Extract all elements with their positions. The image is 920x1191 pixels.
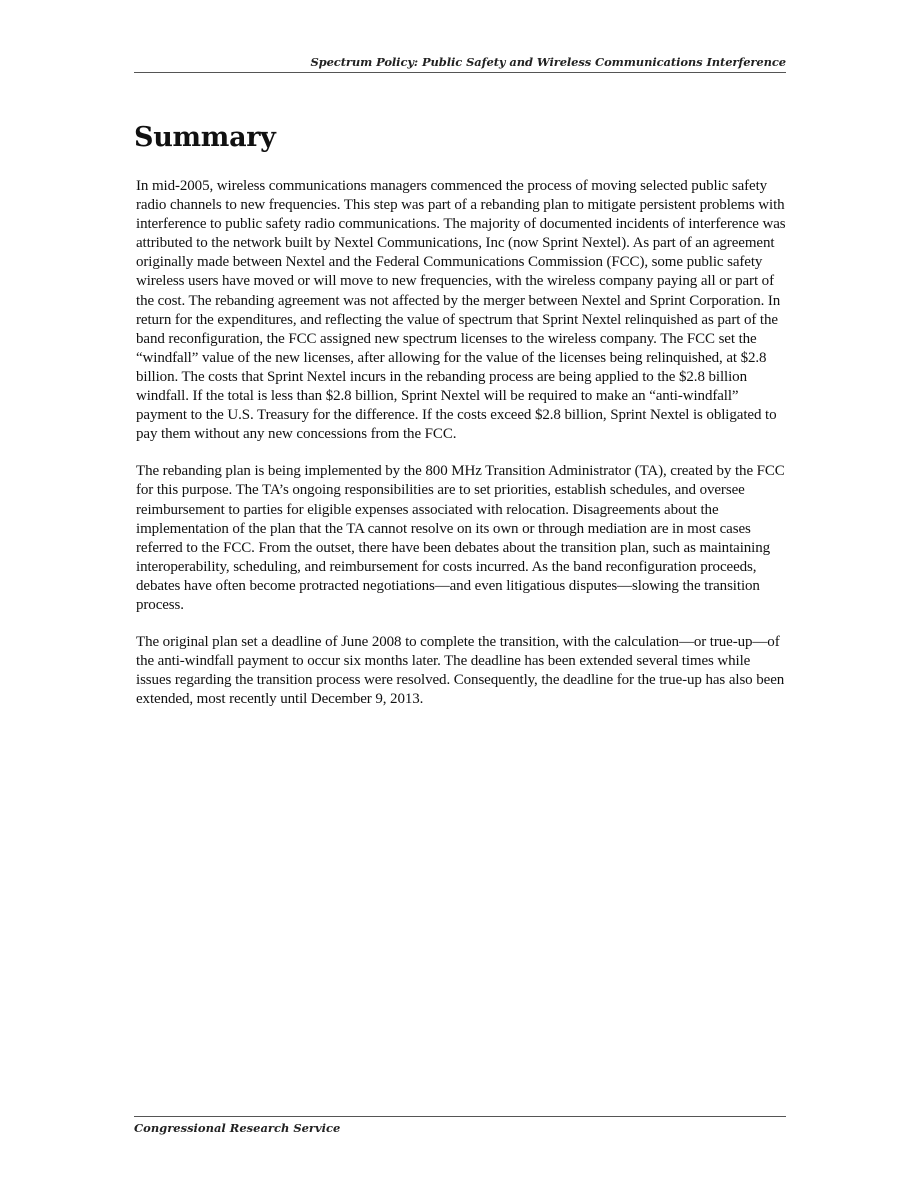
summary-paragraph-3: The original plan set a deadline of June 2008 to complete the transition, with the calculation—or true-up—of the anti-windfall payment to occur six months later. The deadline has been extended several times while issues regarding the transition process were resolved. Consequently, the deadline for the true-up has also been extended, most recently until December 9, 2013. <box>136 634 785 708</box>
header-divider <box>134 72 786 73</box>
footer-divider <box>134 1116 786 1117</box>
running-header-title: Spectrum Policy: Public Safety and Wireless Communications Interference <box>310 55 786 69</box>
summary-body <box>136 177 788 727</box>
footer-publisher: Congressional Research Service <box>134 1121 341 1135</box>
summary-paragraph-1: In mid-2005, wireless communications managers commenced the process of moving selected public safety radio channels to new frequencies. This step was part of a rebanding plan to mitigate persistent problems with interference to public safety radio communications. The majority of documented incidents of interference was attributed to the network built by Nextel Communications, Inc (now Sprint Nextel). As part of an agreement originally made between Nextel and the Federal Communications Commission (FCC), some public safety wireless users have moved or will move to new frequencies, with the wireless company paying all or part of the cost. The rebanding agreement was not affected by the merger between Nextel and Sprint Corporation. In return for the expenditures, and reflecting the value of spectrum that Sprint Nextel relinquished as part of the band reconfiguration, the FCC assigned new spectrum licenses to the wireless company. The FCC set the “windfall” value of the new licenses, after allowing for the value of the licenses being relinquished, at $2.8 billion. The costs that Sprint Nextel incurs in the rebanding process are being applied to the $2.8 billion windfall. If the total is less than $2.8 billion, Sprint Nextel will be required to make an “anti-windfall” payment to the U.S. Treasury for the difference. If the costs exceed $2.8 billion, Sprint Nextel is obligated to pay them without any new concessions from the FCC. <box>136 178 786 443</box>
summary-paragraph-2: The rebanding plan is being implemented by the 800 MHz Transition Administrator (TA), created by the FCC for this purpose. The TA’s ongoing responsibilities are to set priorities, establish schedules, and oversee reimbursement to parties for eligible expenses associated with relocation. Disagreements about the implementation of the plan that the TA cannot resolve on its own or through mediation are in most cases referred to the FCC. From the outset, there have been debates about the transition plan, such as maintaining interoperability, scheduling, and reimbursement for costs incurred. As the band reconfiguration proceeds, debates have often become protracted negotiations—and even litigatious disputes—slowing the transition process. <box>136 463 785 613</box>
page-title: Summary <box>134 122 276 153</box>
